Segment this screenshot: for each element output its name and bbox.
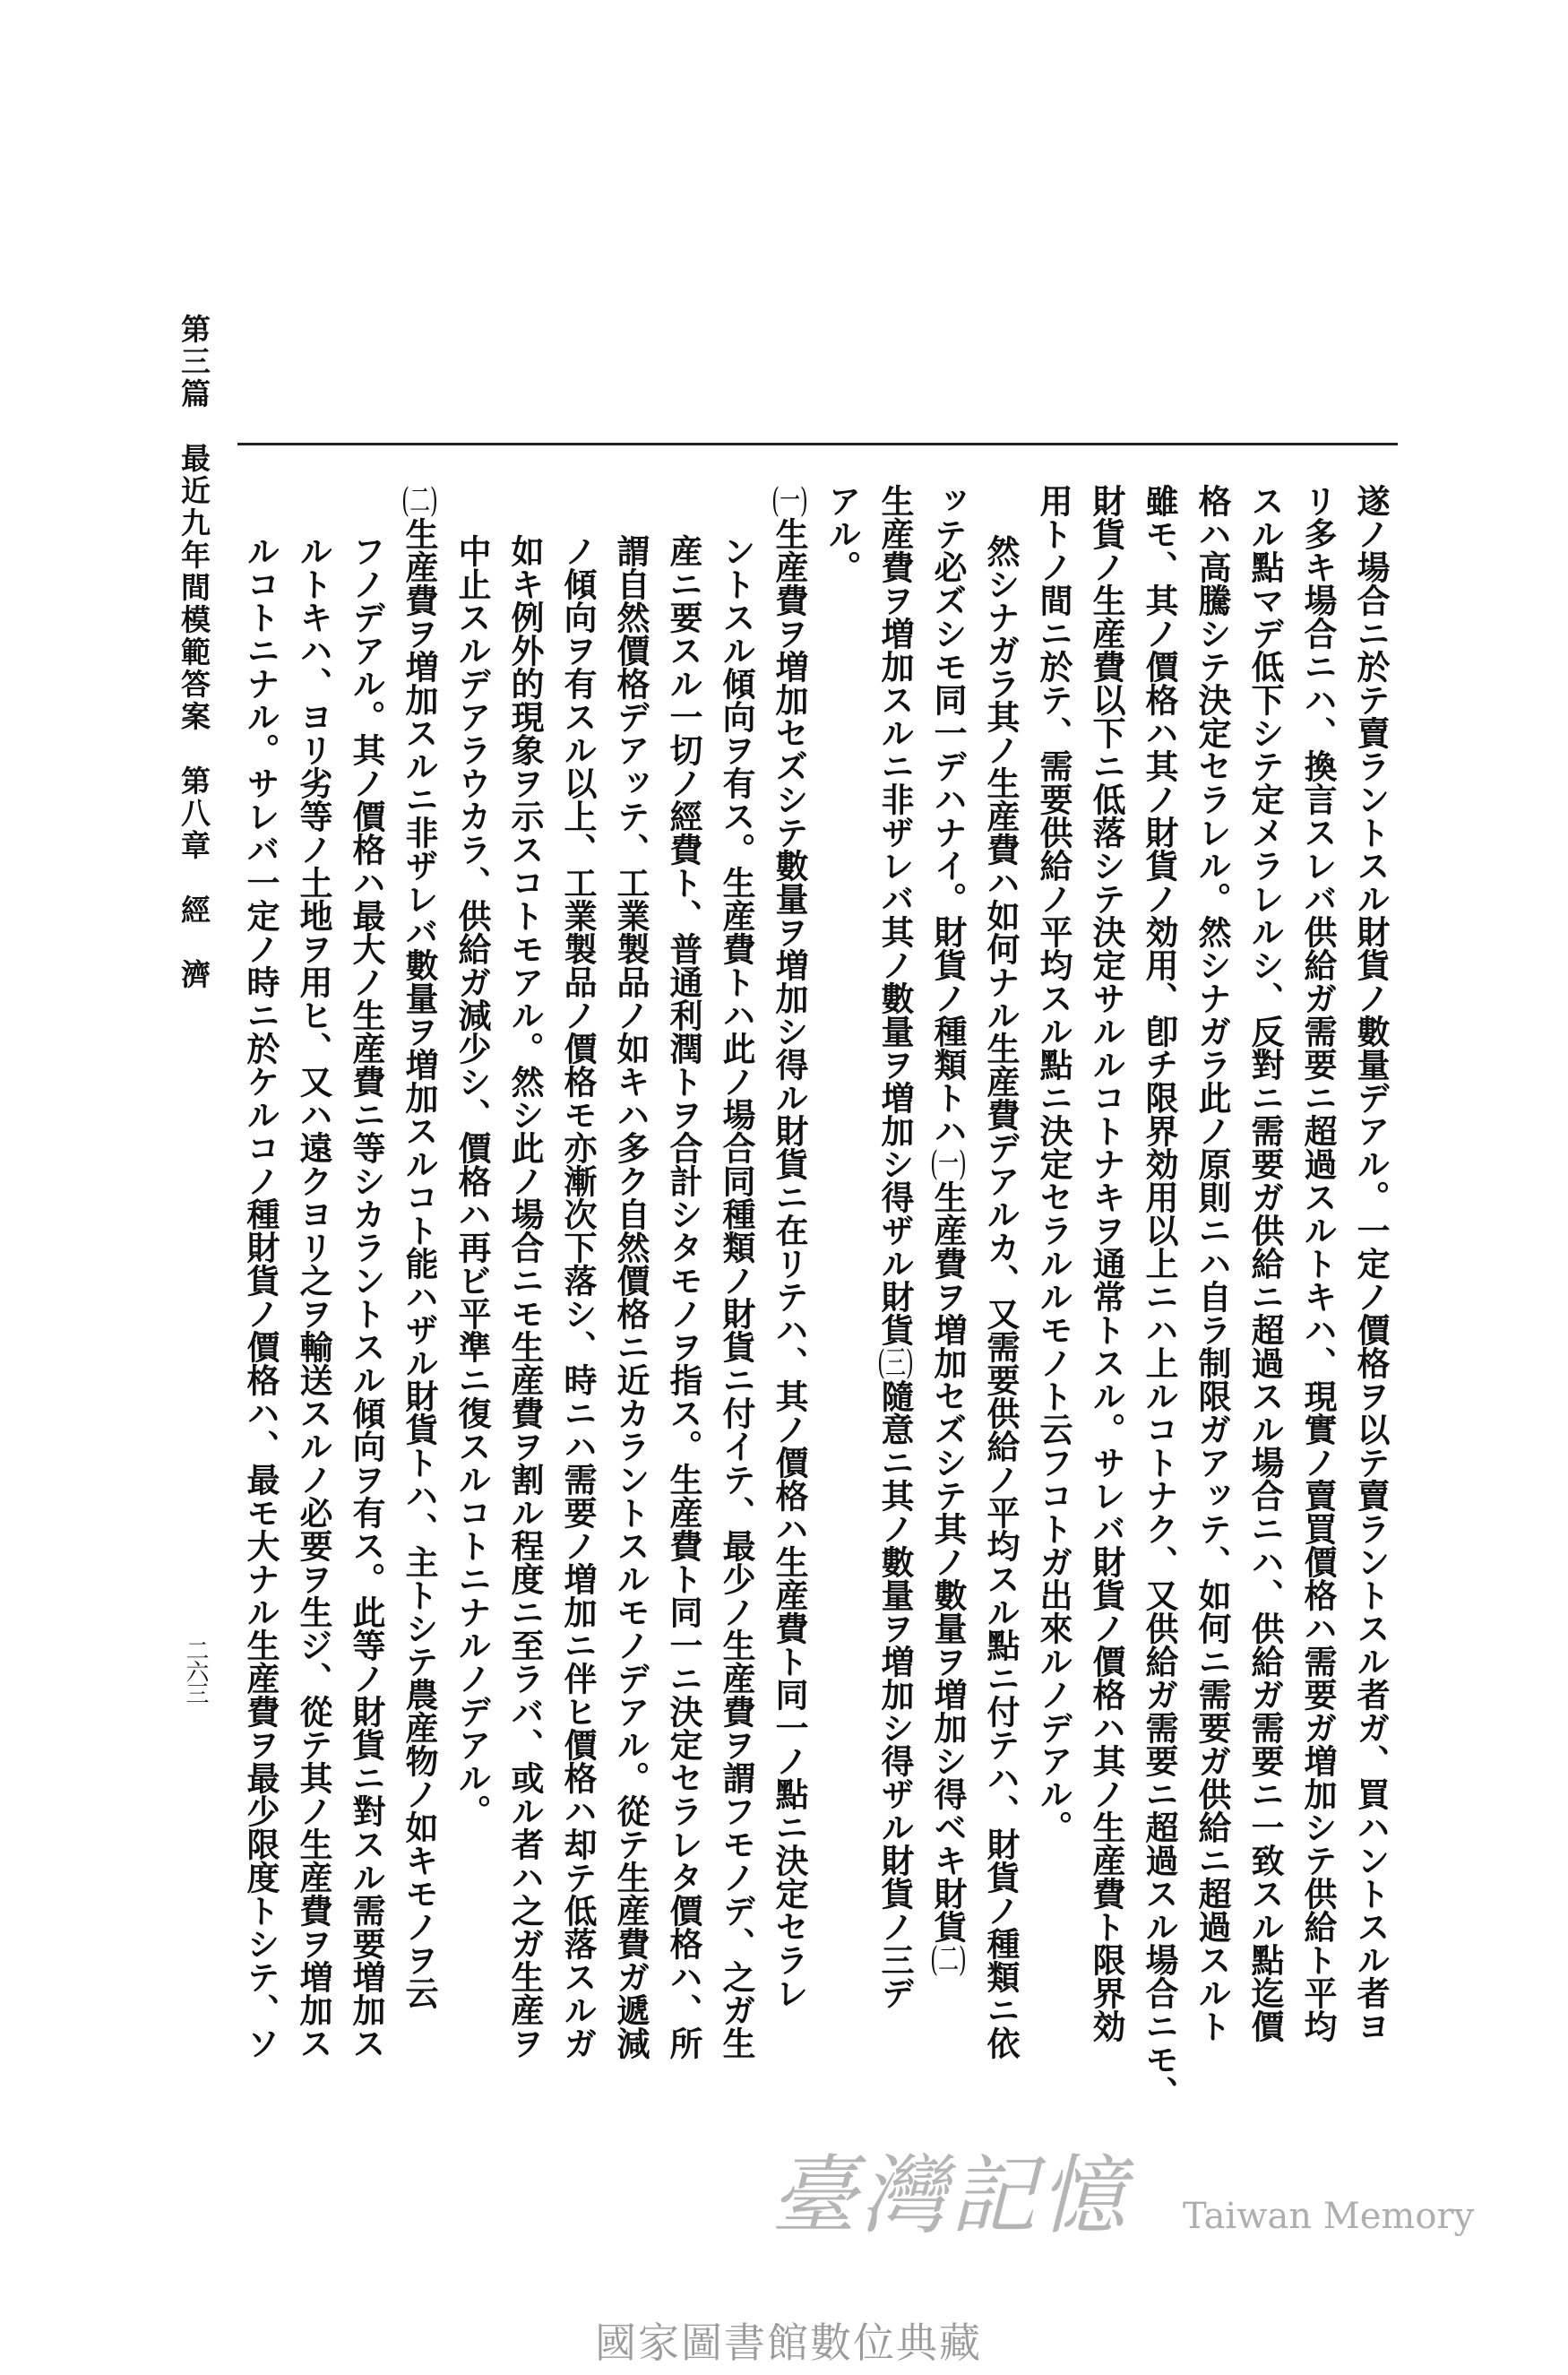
text-run: ルトキハ、ヨリ劣等ノ土地ヲ用ヒ、又ハ遠クヨリ之ヲ輸送スルノ必要ヲ生ジ、從テ其ノ生産費ヲ増加ス — [294, 534, 333, 2060]
text-run: ノ傾向ヲ有スル以上、工業製品ノ價格モ亦漸次下落シ、時ニハ需要ノ増加ニ伴ヒ價格ハ却テ低落スルガ — [558, 534, 598, 2060]
text-column — [502, 534, 548, 2060]
text-run: 生産費ヲ増加セズシテ其ノ數量ヲ増加シ得ベキ財貨 — [928, 1180, 968, 1943]
text-column — [978, 534, 1024, 2060]
text-run: 然シナガラ其ノ生産費ハ如何ナル生産費デアルカ、又需要供給ノ平均スル點ニ付テハ、財貨ノ種類ニ依 — [981, 534, 1021, 2060]
text-run: 生産費ヲ増加セズシテ數量ヲ増加シ得ル財貨ニ在リテハ、其ノ價格ハ生産費ト同一ノ點ニ決定セラレ — [770, 517, 809, 2009]
watermark-text: Taiwan Memory — [1183, 2196, 1475, 2237]
page-number: 二六三 — [182, 1638, 209, 1703]
text-run: リ多キ場合ニハ、換言スレバ供給ガ需要ニ超過スルトキハ、現實ノ賣買價格ハ需要ガ増加シテ供給ト平均 — [1298, 484, 1338, 2042]
text-run: フノデアル。其ノ價格ハ最大ノ生産費ニ等シカラントスル傾向ヲ有ス。此等ノ財貨ニ對スル需要増加ス — [347, 534, 386, 2060]
text-run: ッテ必ズシモ同一デハナイ。財貨ノ種類トハ — [928, 484, 968, 1147]
running-header: 第三篇 最近九年間模範答案 第八章 經 濟 — [177, 314, 211, 991]
text-column — [1136, 484, 1183, 2109]
text-run: 遂ノ場合ニ於テ賣ラントスル財貨ノ數量デアル。一定ノ價格ヲ以テ賣ラントスル者ガ、買ハントスル者ヨ — [1351, 484, 1391, 2042]
enumeration-marker: (一) — [930, 1147, 967, 1180]
text-column — [660, 534, 707, 2060]
text-column — [1083, 484, 1130, 2042]
text-column — [713, 534, 760, 2060]
enumeration-marker: (三) — [877, 1346, 914, 1379]
header-rule — [237, 443, 1398, 445]
watermark-logo: 臺灣記憶 — [771, 2146, 1129, 2246]
text-column — [1242, 484, 1288, 2042]
text-column — [607, 534, 654, 2060]
text-run: スル點マデ低下シテ定メラレルシ、反對ニ需要ガ供給ニ超過スル場合ニハ、供給ガ需要ニ一致スル點迄價 — [1245, 484, 1285, 2042]
text-run: 格ハ高騰シテ決定セラレル。然シナガラ此ノ原則ニハ自ラ制限ガアッテ、如何ニ需要ガ供給ニ超過スルト — [1193, 484, 1232, 2042]
text-column — [1189, 484, 1236, 2042]
text-column — [237, 534, 284, 2060]
text-run: 用トノ間ニ於テ、需要供給ノ平均スル點ニ決定セラルルモノト云フコトガ出來ルノデアル。 — [1034, 484, 1073, 1844]
text-column — [449, 534, 495, 1827]
text-run: ントスル傾向ヲ有ス。生産費トハ此ノ場合同種類ノ財貨ニ付イテ、最少ノ生産費ヲ謂フモノデ、之ガ生 — [717, 534, 756, 2060]
text-column — [343, 534, 390, 2060]
text-column — [1030, 484, 1077, 1844]
text-run: 謂自然價格デアッテ、工業製品ノ如キハ多ク自然價格ニ近カラントスルモノデアル。從テ生産費ガ遞減 — [611, 534, 650, 2060]
text-run: 生産費ヲ増加スルニ非ザレバ數量ヲ増加スルコト能ハザル財貨トハ、主トシテ農産物ノ如キモノヲ云 — [400, 517, 439, 2009]
enumeration-marker: (二) — [930, 1943, 967, 1976]
text-run: 隨意ニ其ノ數量ヲ増加シ得ザル財貨ノ三デ — [875, 1379, 915, 2009]
text-run: 産ニ要スル一切ノ經費ト、普通利潤トヲ合計シタモノヲ指ス。生産費ト同一ニ決定セラレタ價格ハ、所 — [664, 534, 703, 2060]
enumeration-marker: (一) — [771, 484, 808, 517]
text-run: 財貨ノ生産費以下ニ低落シテ決定サルルコトナキヲ通常トスル。サレバ財貨ノ價格ハ其ノ生産費ト限界効 — [1087, 484, 1126, 2042]
text-run: 如キ例外的現象ヲ示スコトモアル。然シ此ノ場合ニモ生産費ヲ割ル程度ニ至ラバ、或ル者ハ之ガ生産ヲ — [505, 534, 545, 2060]
text-column — [819, 484, 866, 583]
text-run: 雖モ、其ノ價格ハ其ノ財貨ノ効用、卽チ限界効用以上ニハ上ルコトナク、又供給ガ需要ニ超過スル場合ニモ、 — [1140, 484, 1179, 2109]
text-column — [1348, 484, 1394, 2042]
text-run: 中止スルデアラウカラ、供給ガ減少シ、價格ハ再ビ平準ニ復スルコトニナルノデアル。 — [452, 534, 492, 1827]
enumeration-marker: (二) — [401, 484, 438, 517]
text-column — [872, 484, 918, 2009]
text-column — [1295, 484, 1341, 2042]
text-column — [290, 534, 337, 2060]
text-column — [766, 484, 813, 2009]
text-column — [925, 484, 971, 1976]
text-run: ルコトニナル。サレバ一定ノ時ニ於ケルコノ種財貨ノ價格ハ、最モ大ナル生産費ヲ最少限度トシテ、ソ — [241, 534, 280, 2060]
text-column — [555, 534, 601, 2060]
footer-credit: 國家圖書館數位典藏 — [595, 2319, 982, 2367]
text-run: 生産費ヲ増加スルニ非ザレバ其ノ數量ヲ増加シ得ザル財貨 — [875, 484, 915, 1346]
text-column — [396, 484, 443, 2009]
text-run: アル。 — [823, 484, 862, 583]
